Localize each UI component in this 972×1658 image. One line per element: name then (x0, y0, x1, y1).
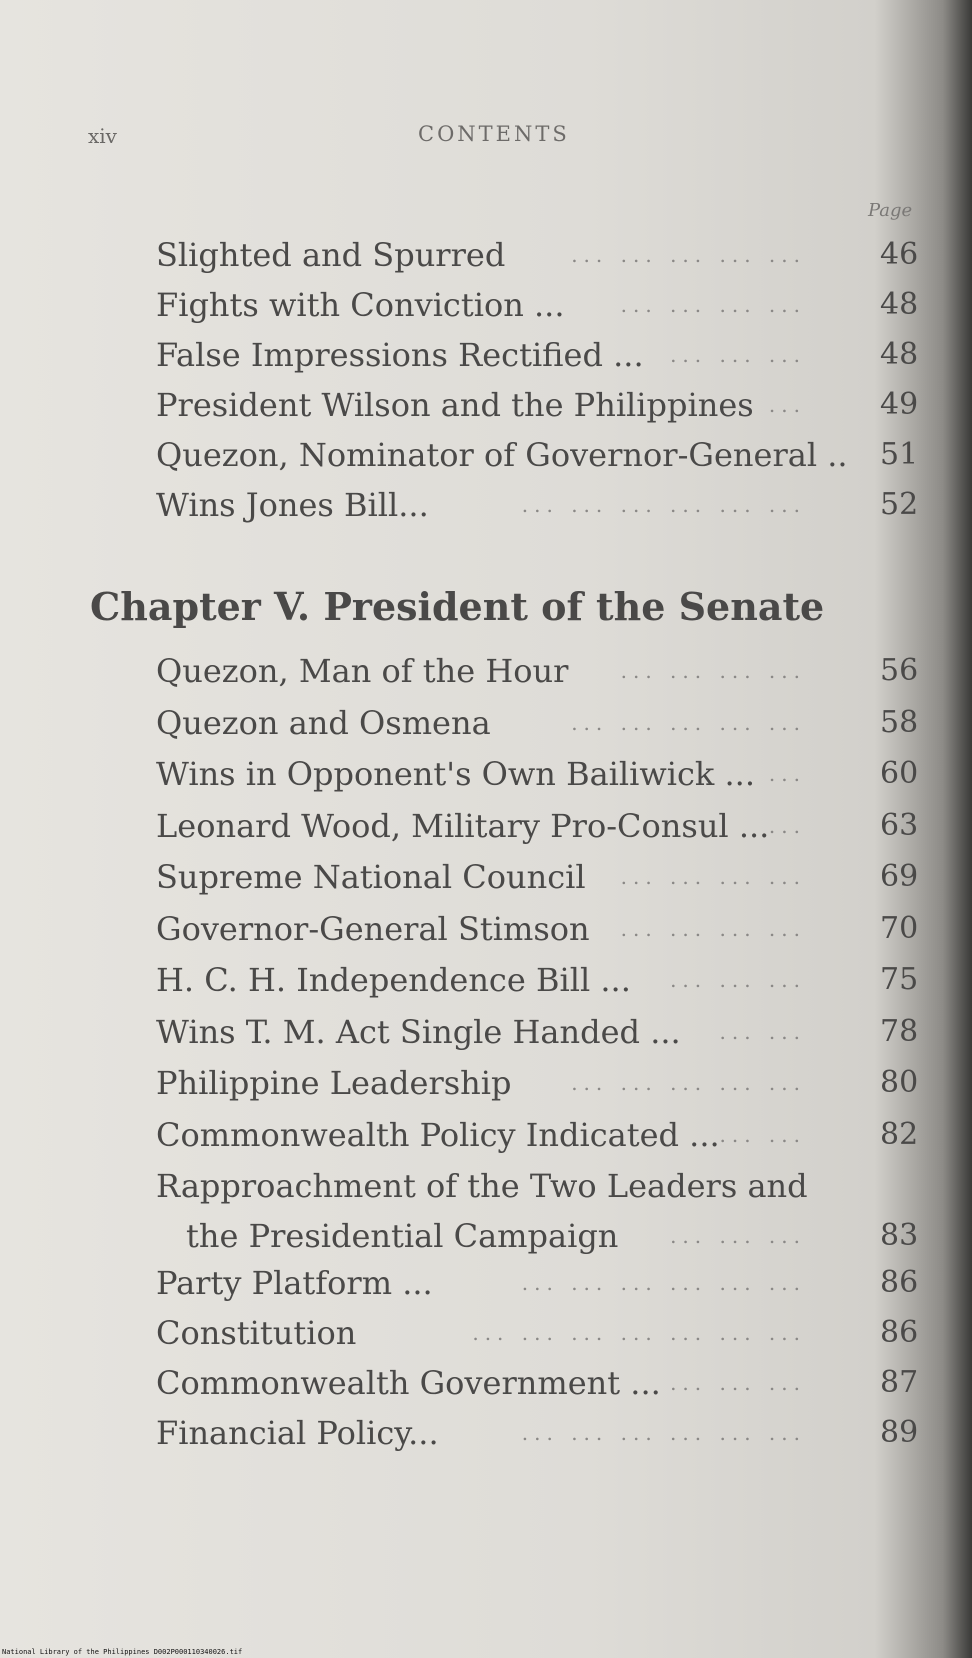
toc-entry-page: 82 (880, 1116, 919, 1152)
toc-entry-title: Wins T. M. Act Single Handed ... (156, 1012, 681, 1051)
chapter-heading: Chapter V. President of the Senate (90, 584, 825, 629)
toc-entry-page: 48 (880, 287, 919, 322)
toc-entry-page: 89 (880, 1415, 919, 1450)
toc-entry (156, 1260, 919, 1306)
toc-leader-dots: ... ... ... (670, 1371, 806, 1395)
toc-leader-dots: ... ... ... ... ... ... (521, 493, 806, 517)
toc-entry (156, 382, 919, 428)
toc-entry-title: Quezon, Nominator of Governor-General .. (156, 436, 848, 474)
toc-entry-title: Quezon, Man of the Hour (156, 652, 569, 690)
toc-leader-dots: ... ... (719, 1122, 806, 1147)
toc-entry (156, 232, 919, 278)
toc-leader-dots: ... (768, 762, 806, 786)
toc-leader-dots: ... (768, 393, 806, 417)
toc-leader-dots: ... ... ... (670, 968, 806, 992)
toc-entry-title: Slighted and Spurred (156, 236, 506, 274)
toc-entry-title: False Impressions Rectified ... (156, 336, 644, 374)
toc-leader-dots: ... ... ... ... ... (571, 243, 806, 267)
toc-entry-page: 80 (880, 1065, 919, 1100)
toc-entry-page: 86 (880, 1315, 919, 1350)
toc-entry-title: Supreme National Council (156, 858, 586, 896)
toc-entry (156, 803, 919, 849)
toc-leader-dots: ... ... ... ... ... (571, 1071, 806, 1095)
toc-entry (156, 700, 919, 746)
toc-entry (156, 751, 919, 797)
toc-leader-dots: ... ... ... ... ... ... (521, 1421, 806, 1445)
toc-leader-dots: ... ... ... ... ... ... (521, 1271, 806, 1295)
toc-entry (156, 1410, 919, 1456)
toc-entry (156, 332, 919, 378)
running-head: CONTENTS (418, 122, 570, 146)
toc-entry-page: 48 (880, 337, 919, 372)
toc-entry-page: 83 (880, 1218, 919, 1253)
toc-entry-page: 87 (880, 1365, 919, 1400)
page-number: xiv (88, 124, 117, 148)
toc-entry-page: 56 (880, 653, 919, 688)
toc-entry-title-line2: the Presidential Campaign (186, 1217, 619, 1255)
page-header (88, 118, 928, 158)
toc-entry-title: President Wilson and the Philippines (156, 386, 754, 424)
toc-entry-page: 46 (880, 237, 919, 272)
toc-entry-title: Wins in Opponent's Own Bailiwick ... (156, 755, 755, 793)
toc-entry (156, 282, 919, 328)
toc-entry (156, 482, 919, 528)
toc-leader-dots: ... ... ... ... (620, 293, 806, 317)
toc-entry-page: 58 (880, 704, 919, 740)
toc-entry-page: 75 (880, 962, 919, 997)
toc-entry-page: 78 (880, 1013, 919, 1049)
toc-entry-page: 69 (880, 859, 919, 894)
toc-leader-dots: ... ... ... ... (620, 659, 806, 683)
toc-entry-title: Commonwealth Government ... (156, 1364, 661, 1402)
toc-leader-dots: ... ... ... (670, 1224, 806, 1248)
toc-leader-dots: ... ... (719, 1019, 806, 1044)
toc-entry (156, 1112, 919, 1158)
toc-entry (156, 957, 919, 1003)
toc-entry-title: Commonwealth Policy Indicated ... (156, 1115, 720, 1154)
toc-entry-title: Party Platform ... (156, 1264, 433, 1302)
toc-entry-page: 60 (880, 756, 919, 791)
toc-entry-title: Philippine Leadership (156, 1064, 512, 1102)
toc-entry-title: Leonard Wood, Military Pro-Consul ... (156, 806, 770, 845)
toc-entry-page: 63 (880, 807, 919, 843)
toc-entry-title: Wins Jones Bill... (156, 486, 429, 524)
toc-entry (156, 1009, 919, 1055)
toc-leader-dots: ... ... ... ... (620, 916, 806, 941)
toc-entry-title: Quezon and Osmena (156, 703, 491, 742)
toc-entry (156, 432, 919, 478)
toc-entry-page: 51 (880, 437, 919, 472)
toc-entry (156, 906, 919, 952)
toc-entry-page: 49 (880, 387, 919, 422)
toc-leader-dots: ... ... ... ... ... (571, 710, 806, 735)
toc-entry-title: Constitution (156, 1314, 357, 1352)
toc-entry (156, 854, 919, 900)
toc-entry (156, 1310, 919, 1356)
toc-entry (156, 648, 919, 694)
toc-entry-page: 70 (880, 910, 919, 946)
page-column-label: Page (868, 200, 913, 221)
scan-footer-note: National Library of the Philippines D002P000110340026.tif (2, 1648, 243, 1656)
toc-entry-page: 86 (880, 1265, 919, 1300)
toc-entry-page: 52 (880, 487, 919, 522)
toc-entry-title: Financial Policy... (156, 1414, 439, 1452)
toc-leader-dots: ... ... ... (670, 343, 806, 367)
toc-entry (156, 1360, 919, 1406)
toc-entry-title: Fights with Conviction ... (156, 286, 565, 324)
toc-leader-dots: ... ... ... ... ... ... ... (472, 1321, 806, 1345)
toc-entry (156, 1060, 919, 1106)
toc-entry-multiline (156, 1163, 919, 1259)
toc-leader-dots: ... ... ... ... (620, 865, 806, 889)
toc-entry-title-line1: Rapproachment of the Two Leaders and (156, 1167, 808, 1205)
toc-leader-dots: ... (768, 813, 806, 838)
toc-entry-title: H. C. H. Independence Bill ... (156, 961, 631, 999)
toc-entry-title: Governor-General Stimson (156, 909, 590, 948)
